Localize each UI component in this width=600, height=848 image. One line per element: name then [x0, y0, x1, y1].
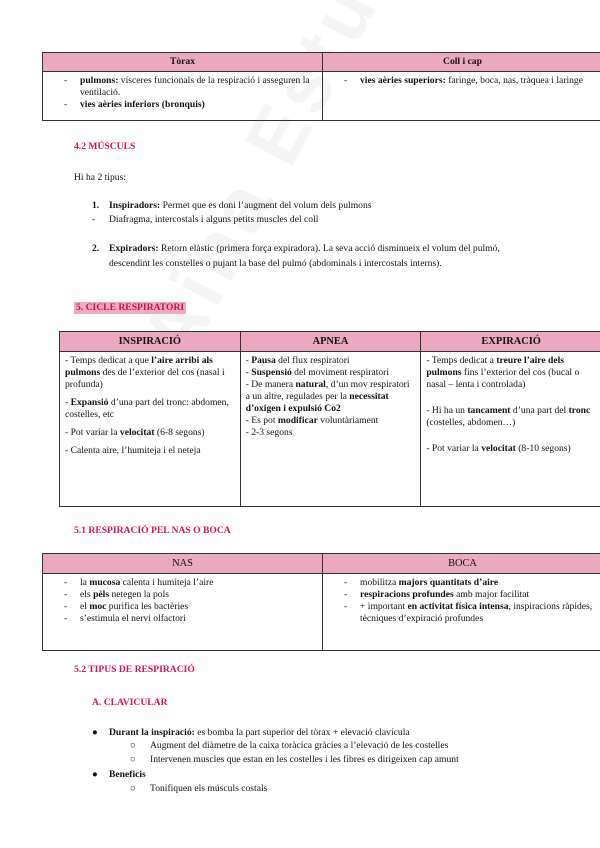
sub-bullet: ○ Augment del diàmetre de la caixa toràcica gràcies a l’elevació de les costelles: [130, 740, 449, 751]
list-item: - la mucosa calenta i humiteja l’aire: [58, 577, 317, 589]
header-torax: Tòrax: [43, 53, 323, 72]
list-item: - vies aèries superiors: faringe, boca, nas, tràquea i laringe: [338, 75, 597, 87]
list-item: - el moc purifica les bactèries: [58, 601, 317, 613]
list-item: - s’estimula el nervi olfactori: [58, 613, 317, 625]
cell-line: - Es pot modificar voluntàriament: [245, 414, 379, 426]
cell-line: - Suspensió del moviment respiratori: [245, 366, 390, 378]
header-expiracio: EXPIRACIÓ: [421, 332, 600, 352]
cell-line: - Hi ha un tancament d’una part del tronc (costelles, abdomen…): [426, 404, 591, 428]
inspiracio-cell: [60, 352, 241, 507]
cell-line: - Pot variar la velocitat (8-10 segons): [426, 442, 571, 454]
header-nas: NAS: [43, 554, 323, 574]
apnea-cell: [240, 352, 421, 507]
cell-line: - Pausa del flux respiratori: [245, 355, 350, 366]
intro-text: Hi ha 2 tipus:: [74, 172, 126, 183]
circle-bullet-icon: ○: [130, 740, 136, 751]
circle-bullet-icon: ○: [130, 754, 136, 765]
circle-bullet-icon: ○: [130, 783, 136, 794]
torax-cell: [43, 71, 323, 120]
coll-cap-cell: [323, 71, 600, 120]
list-item: - els pèls netegen la pols: [58, 589, 317, 601]
header-inspiracio: INSPIRACIÓ: [60, 332, 241, 352]
nas-boca-table: [42, 553, 600, 651]
item-expiradors: 2. Expiradors: Retorn elàstic (primera força expiradora). La seva acció disminueix el volum del pulmó, descendint les constelles o pujant la base del pulmó (abdominals i intercostals interns).: [92, 243, 500, 269]
sub-bullet: ○ Tonifiquen els músculs costals: [130, 783, 268, 794]
item-inspiradors-sub: - Diafragma, intercostals i alguns petits muscles del coll: [92, 214, 319, 225]
bullet-beneficis: ● Beneficis: [92, 769, 146, 780]
heading-musculs: 4.2 MÚSCULS: [74, 141, 136, 152]
header-boca: BOCA: [323, 554, 600, 574]
cell-line: - Temps dedicat a treure l’aire dels pulmons fins l’exterior del cos (bucal o nasal – lenta i controlada): [426, 355, 580, 390]
header-coll-cap: Coll i cap: [323, 53, 600, 72]
cell-line: - 2-3 segons: [245, 426, 293, 438]
nas-cell: [43, 574, 323, 651]
list-item: - mobilitza majors quantitats d’aire: [338, 577, 597, 589]
cell-line: - Calenta aire, l’humiteja i el neteja: [65, 444, 201, 456]
sub-bullet: ○ Intervenen muscles que estan en les costelles i les fibres es dirigeixen cap amunt: [130, 754, 459, 765]
cell-line: - De manera natural, d’un mov respiratori a un altre, regulades per la necessitat d’oxigen i expulsió Co2: [245, 378, 410, 414]
heading-cicle: 5. CICLE RESPIRATORI: [76, 302, 185, 313]
expiracio-cell: [421, 352, 600, 507]
item-inspiradors: 1. Inspiradors: Permet que es doni l’augment del volum dels pulmons: [92, 200, 372, 211]
header-apnea: APNEA: [240, 332, 421, 352]
list-item: - + important en activitat física intensa, inspiracions ràpides, tècniques d’expiració profundes: [338, 601, 597, 625]
list-item: - respiracions profundes amb major facilitat: [338, 589, 597, 601]
list-item: - pulmons: vísceres funcionals de la respiració i asseguren la ventilació.: [58, 75, 317, 99]
boca-cell: [323, 574, 600, 651]
bullet-icon: ●: [92, 727, 98, 738]
cell-line: - Expansió d’una part del tronc: abdomen, costelles, etc: [65, 396, 229, 420]
heading-nas-boca: 5.1 RESPIRACIÓ PEL NAS O BOCA: [74, 525, 231, 536]
heading-tipus: 5.2 TIPUS DE RESPIRACIÓ: [74, 664, 195, 675]
list-item: - vies aèries inferiors (bronquis): [58, 99, 317, 111]
cell-line: - Temps dedicat a que l’aire arribi als pulmons des de l’exterior del cos (nasal i profunda): [65, 355, 225, 390]
torax-table: [42, 52, 600, 121]
heading-clavicular: A. CLAVICULAR: [92, 697, 168, 708]
bullet-inspiracio: ● Durant la inspiració: es bomba la part superior del tòrax + elevació clavícula: [92, 727, 410, 738]
cicle-table: [59, 331, 600, 507]
cell-line: - Pot variar la velocitat (6-8 segons): [65, 426, 205, 438]
bullet-icon: ●: [92, 769, 98, 780]
